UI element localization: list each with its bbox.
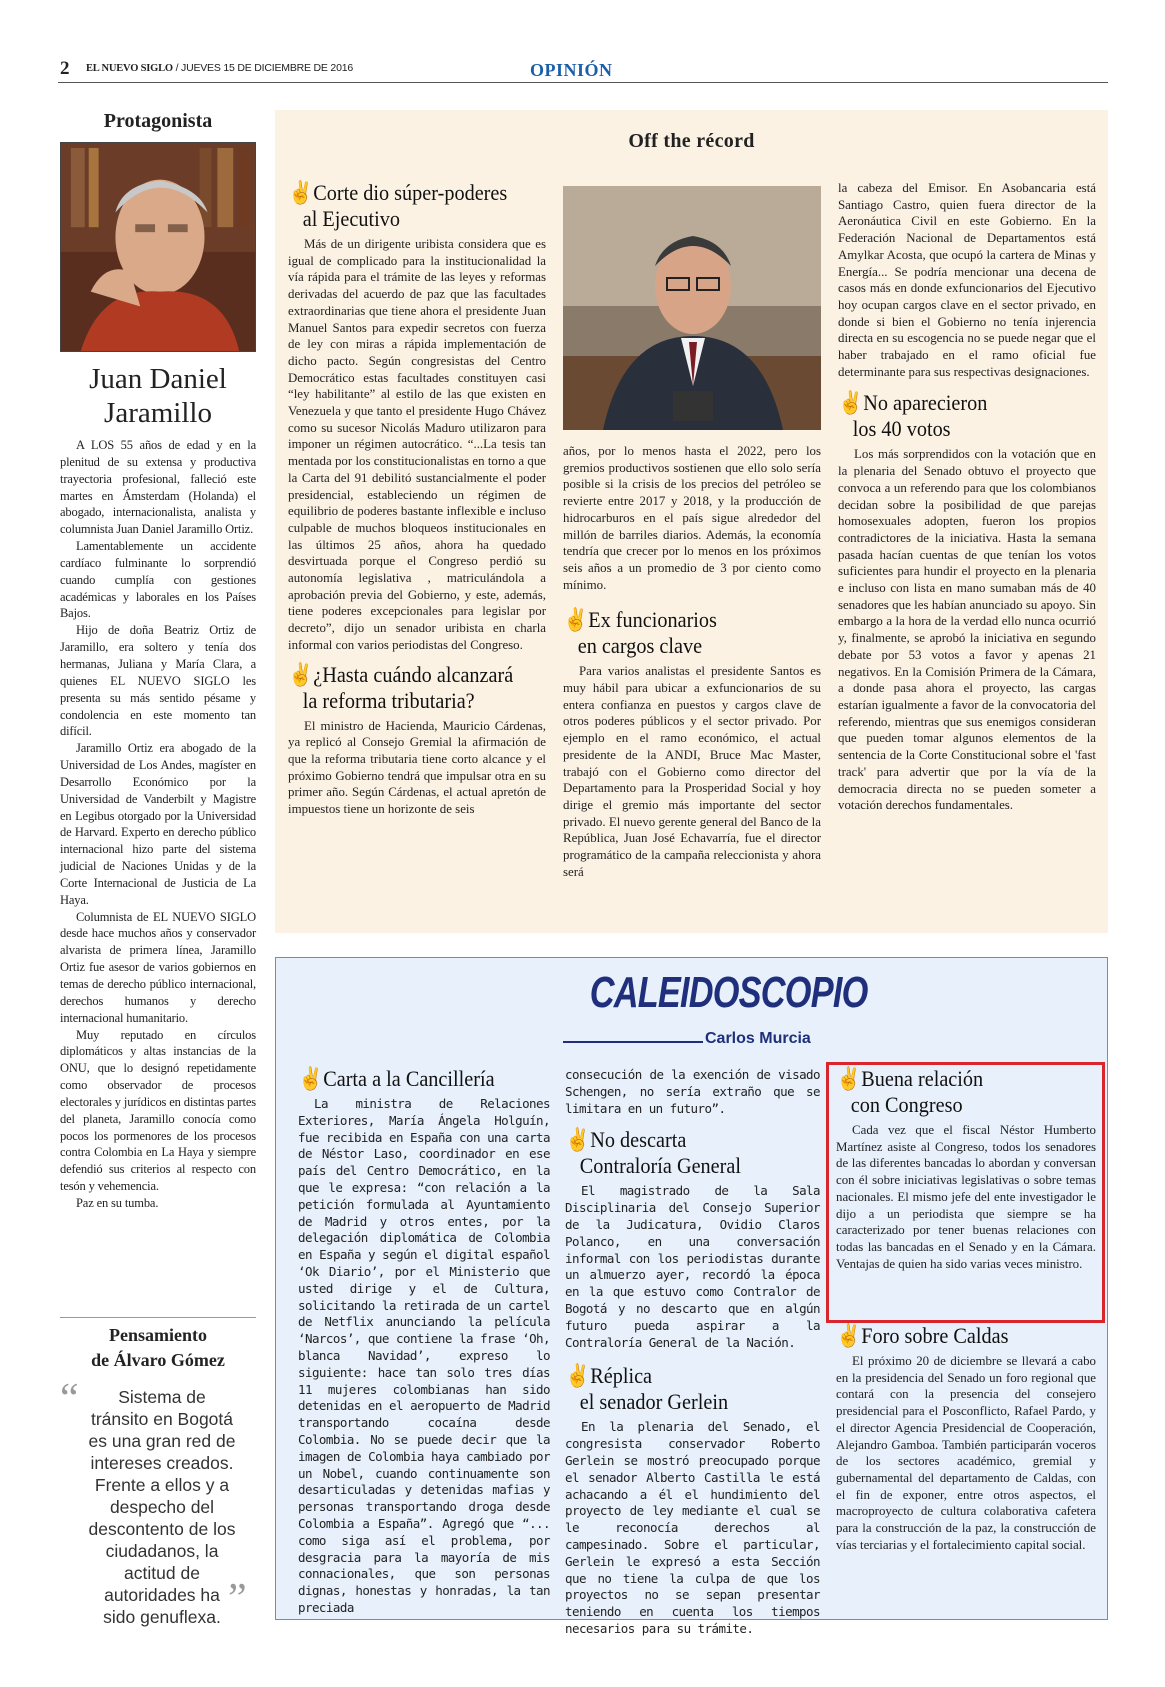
protagonist-name-line1: Juan Daniel <box>89 363 227 395</box>
article-headline: ✌No descarta Contraloría General <box>565 1127 742 1179</box>
quote-text: Sistema de tránsito en Bogotá es una gran red de intereses creados. Frente a ellos y a despecho del descontento de los ciudadanos, la actitud de autoridades ha sido genuflexa. <box>88 1387 236 1627</box>
peace-hand-icon: ✌ <box>565 1363 591 1389</box>
pensamiento-title-line1: Pensamiento <box>109 1325 207 1345</box>
article-headline: ✌Foro sobre Caldas <box>836 1323 1009 1348</box>
paper-name: EL NUEVO SIGLO <box>86 63 173 74</box>
peace-hand-icon: ✌ <box>838 390 864 416</box>
article-headline: ✌Réplica el senador Gerlein <box>565 1363 729 1415</box>
otr-column-3 <box>838 180 1096 814</box>
article-body: El ministro de Hacienda, Mauricio Cárdenas, ya replicó al Consejo Gremial la afirmación de que la reforma tributaria tiene corto alcance y el próximo Gobierno tendrá que impulsar otra en su primer año. Según Cárdenas, el actual apretón de impuestos tiene un horizonte de seis <box>288 718 546 817</box>
protagonista-title: Protagonista <box>103 110 213 132</box>
bio-paragraph: Lamentablemente un accidente cardíaco fulminante lo sorprendió cuando cumplía con gestiones académicas y laborales en los Países Bajos. <box>60 539 256 621</box>
cal-column-1 <box>298 1066 550 1617</box>
caleidoscopio-title: CALEIDOSCOPIO <box>589 968 868 1017</box>
protagonist-name-line2: Jaramillo <box>104 397 212 429</box>
article-body: El magistrado de la Sala Disciplinaria del Consejo Superior de la Judicatura, Ovidio Claros Polanco, en una conversación informal con los periodistas durante un almuerzo ayer, recordó la época en la que estuvo como Contralor de Bogotá y no descarto que en algún futuro pueda aspirar a la Contraloría General de la Nación. <box>565 1183 820 1350</box>
peace-hand-icon: ✌ <box>565 1127 591 1153</box>
article-body: Para varios analistas el presidente Santos es muy hábil para ubicar a exfuncionarios de su entera confianza en puestos y cargos clave de otros poderes públicos y el sector privado. Por ejemplo en el ramo económico, el actual presidente de la ANDI, Bruce Mac Master, trabajó con el Gobierno como director del Departamento para la Prosperidad Social y hoy dirige el gremio más importante del sector privado. El nuevo gerente general del Banco de la República, Juan José Echavarría, fue el director programático de la campaña releccionista y ahora será <box>563 664 821 879</box>
bio-paragraph: Columnista de EL NUEVO SIGLO desde hace muchos años y conservador alvarista de primera línea, Jaramillo Ortiz fue asesor de varios gobiernos en temas de derecho público internacional, derechos humanos y derecho internacional humanitario. <box>60 909 256 1025</box>
article-body: Cada vez que el fiscal Néstor Humberto Martínez asiste al Congreso, todos los senadores de las diferentes bancadas lo abordan y conversan con él sobre iniciativas legislativas o sobre temas nacionales. El mismo jefe del ente investigador le dijo a un periodista que siempre se ha caracterizado por tener buenas relaciones con todas las bancadas en el Senado y en la Cámara. Ventajas de quien ha sido varias veces ministro. <box>836 1123 1096 1271</box>
otr-column-1 <box>288 180 546 818</box>
pensamiento-title <box>58 1323 258 1373</box>
section-title: OPINIÓN <box>530 60 613 80</box>
otr-column-2 <box>563 443 821 880</box>
peace-hand-icon: ✌ <box>298 1066 324 1091</box>
article-body: consecución de la exención de visado Schengen, no sería extraño que se limitara en un futuro”. <box>565 1067 820 1116</box>
bio-paragraph: Muy reputado en círculos diplomáticos y altas instancias de la ONU, que lo designó repetidamente como observador de procesos electorales y jurídicos en distintas partes del planeta, Jaramillo conocía como pocos los pormenores de los procesos contra Colombia en La Haya y siempre defendió sus criterios al respecto con tesón y vehemencia. <box>60 1027 256 1194</box>
article-body: la cabeza del Emisor. En Asobancaria está Santiago Castro, quien fuera director de la Aeronáutica Civil en este Gobierno. En la Federación Nacional de Departamentos está Amylkar Acosta, que ocupó la cartera de Minas y Energía... Se podría mencionar una decena de casos más en donde exfuncionarios del Ejecutivo hoy ocupan cargos clave en el sector privado, en donde si bien el Gobierno no tenía injerencia directa en su escogencia no se puede negar que el haber trabajado en el ramo oficial fue determinante para sus respectivas designaciones. <box>838 181 1096 379</box>
peace-hand-icon: ✌ <box>563 607 589 633</box>
open-quote-icon: “ <box>60 1376 79 1422</box>
article-headline: ✌Corte dio súper-poderes al Ejecutivo <box>288 180 508 231</box>
article-body: El próximo 20 de diciembre se llevará a cabo en la presidencia del Senado un foro regional que contará con la presencia del consejero presidencial para el Posconflicto, Rafael Pardo, y el director Agencia Presidencial de Cooperación, Alejandro Gamboa. También participarán voceros de los sectores académico, gremial y gubernamental del departamento de Caldas, con el fin de exponer, entre otros aspectos, el macroproyecto de cultura colaborativa cafetera para la construcción de la paz, la construcción de vías terciarias y el fortalecimiento capital social. <box>836 1354 1096 1552</box>
article-headline: ✌Ex funcionarios en cargos clave <box>563 607 717 659</box>
header-dateline <box>86 62 353 74</box>
bio-paragraph: Hijo de doña Beatriz Ortiz de Jaramillo, era soltero y tenía dos hermanas, Juliana y María Clara, a quienes EL NUEVO SIGLO les presenta su más sentido pésame y condolencia en este momento tan difícil. <box>60 623 256 739</box>
page-number: 2 <box>60 58 70 79</box>
header-rule <box>58 82 1108 83</box>
protagonist-bio <box>60 437 256 1212</box>
article-headline: ✌No aparecieron los 40 votos <box>838 390 988 442</box>
issue-date: / JUEVES 15 DE DICIEMBRE DE 2016 <box>175 62 353 74</box>
peace-hand-icon: ✌ <box>836 1323 862 1348</box>
article-headline: ✌Carta a la Cancillería <box>298 1066 495 1091</box>
column-divider <box>60 1317 256 1318</box>
article-headline: ✌¿Hasta cuándo alcanzará la reforma tributaria? <box>288 661 514 713</box>
column-author: Carlos Murcia <box>705 1030 811 1047</box>
minister-photo <box>563 186 821 430</box>
pensamiento-title-line2: de Álvaro Gómez <box>91 1350 225 1370</box>
protagonist-photo <box>60 142 256 352</box>
article-body: Más de un dirigente uribista considera que es igual de complicado para la institucionalidad la vía rápida para el trámite de las leyes y reformas derivadas del acuerdo de paz que las facultades extraordinarias que tiene ahora el presidente Juan Manuel Santos para expedir secretos con fuerza de ley con miras a rápida implementación de dicho pacto. Según congresistas del Centro Democrático estas facultades constituyen casi “ley habilitante” al estilo de las que existen en Venezuela y que tanto el presidente Hugo Chávez como su sucesor Nicolás Maduro utilizaron para imponer un régimen autocrático. “...La tesis tan mentada por los constitucionalistas en torno a que la Carta del 91 debilitó sustancialmente el poder presidencial, estableciendo un régimen de equilibrio de poderes bastante inflexible e incluso culpable de muchos bloqueos institucionales en las últimos 25 años, ahora ha quedado desvirtuada porque el Congreso perdió su autonomía legislativa , matriculándola a aprobación previa del Gobierno, y este, además, tiene poderes excepcionales para legislar por decreto”, dijo un senador uribista en charla informal con varios periodistas del Congreso. <box>288 237 546 652</box>
article-body: Los más sorprendidos con la votación que en la plenaria del Senado obtuvo el proyecto que convoca a un referendo para que los colombianos decidan sobre la posibilidad de que parejas homosexuales adopten, fueron los propios contradictores de la iniciativa. Hasta la semana pasada hacían cuentas de que tenían los votos suficientes para hundir el proyecto en la plenaria e incluso con lista en mano sumaban más de 40 senadores que les habían anunciado su apoyo. Sin embargo a la hora de la verdad ello nunca ocurrió y, finalmente, se aprobó la iniciativa en segundo debate por 53 votos a favor y apenas 21 negativos. En la Comisión Primera de la Cámara, a donde pasa ahora el proyecto, las cargas estarían igualmente a favor de la convocatoria del referendo, mientras que sus enemigos consideran que pueden tomar algunos elementos de la sentencia de la Corte Constitucional sobre el 'fast track' para advertir que por la vía de la democracia directa no se pueden someter a votación derechos fundamentales. <box>838 447 1096 813</box>
cal-column-3-highlight <box>836 1066 1096 1272</box>
article-body: La ministra de Relaciones Exteriores, María Ángela Holguín, fue recibida en España con una carta de Néstor Laso, coordinador en ese país del Centro Democrático, en la que le expresa: “con relación a la petición formulada al Ayuntamiento de Madrid y otros entes, por la delegación diplomática de Colombia en España y según el digital español ‘Ok Diario’, por el Ministerio que usted dirige y el de Cultura, solicitando la retirada de un cartel de Netflix anunciando la película ‘Narcos’, que contiene la frase ‘Oh, blanca Navidad’, expreso lo siguiente: hace tan solo tres días 11 mujeres colombianas han sido detenidas en el aeropuerto de Madrid transportando cocaína desde Colombia. No se puede decir que la imagen de Colombia haya cambiado por un Nobel, cuando continuamente son desarticuladas y detenidas mafias y personas transportando droga desde Colombia a España”. Agregó que “... como siga así el problema, por desgracia para la mayoría de mis connacionales, que son personas dignas, honestas y honradas, la tan preciada <box>298 1096 550 1615</box>
close-quote-icon: ” <box>228 1576 247 1622</box>
title-rule <box>563 1041 703 1043</box>
off-the-record-title: Off the récord <box>628 130 755 152</box>
article-body: En la plenaria del Senado, el congresista conservador Roberto Gerlein se mostró preocupado porque el senador Alberto Castilla le está achacando a él el hundimiento del proyecto de ley mediante el cual se le reconocía derechos al campesinado. Sobre el particular, Gerlein le expresó a esta Sección que no tiene la culpa de que los proyectos no se sepan presentar teniendo en cuenta los tiempos necesarios para su trámite. <box>565 1419 820 1636</box>
peace-hand-icon: ✌ <box>288 180 314 205</box>
article-body: años, por lo menos hasta el 2022, pero los gremios productivos sostienen que ello solo sería posible si la crisis de los precios del petróleo se revierte entre 2017 y 2018, y la producción de hidrocarburos en el país sigue alrededor del millón de barriles diarios. Además, la economía tendría que crecer por lo menos en los próximos seis años a un promedio de 3 por ciento como mínimo. <box>563 444 821 592</box>
bio-paragraph: Jaramillo Ortiz era abogado de la Universidad de Los Andes, magíster en Desarrollo Económico por la Universidad de Vanderbilt y Magistre en Legibus otorgado por la Universidad de Harvard. Experto en derecho público internacional hizo parte del sistema judicial de Naciones Unidas y de la Corte Internacional de Justicia de La Haya. <box>60 741 256 907</box>
article-headline: ✌Buena relación con Congreso <box>836 1066 984 1117</box>
cal-column-2 <box>565 1067 820 1638</box>
bio-paragraph: A LOS 55 años de edad y en la plenitud de su extensa y productiva trayectoria profesional, falleció este martes en Ámsterdam (Holanda) el abogado, internacionalista, analista y columnista Juan Daniel Jaramillo Ortiz. <box>60 438 256 537</box>
bio-paragraph: Paz en su tumba. <box>76 1195 159 1210</box>
cal-column-3 <box>836 1323 1096 1553</box>
protagonist-name <box>58 362 258 430</box>
peace-hand-icon: ✌ <box>836 1066 862 1091</box>
peace-hand-icon: ✌ <box>288 661 314 687</box>
